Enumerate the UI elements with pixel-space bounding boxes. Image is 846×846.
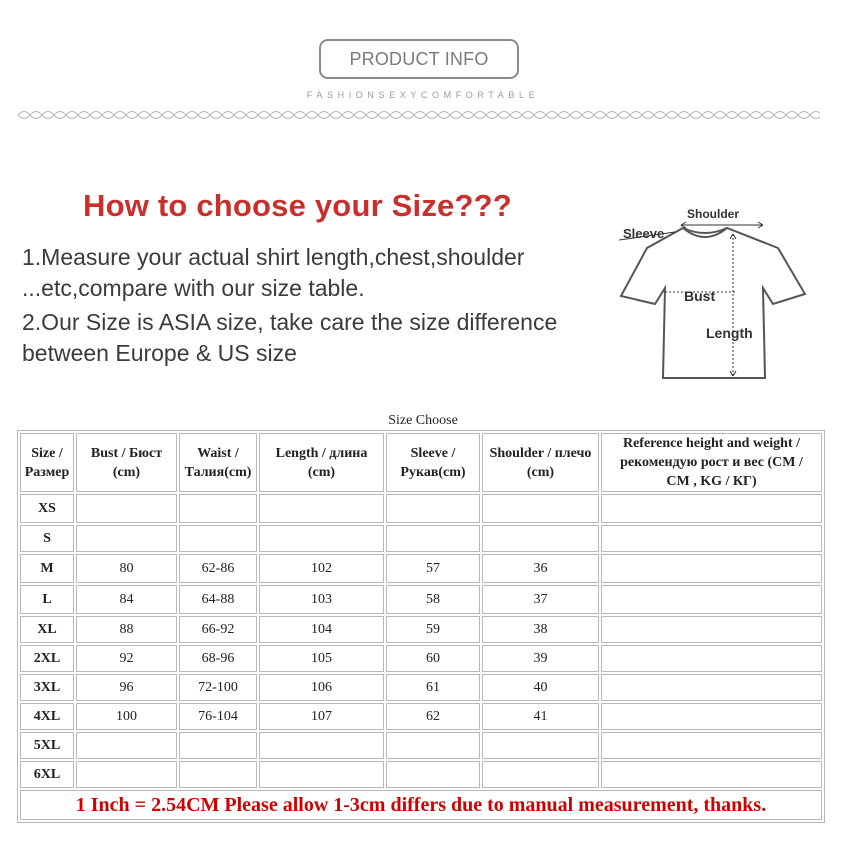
size-table-caption: Size Choose — [388, 413, 458, 428]
waist-cell: 68-96 — [179, 645, 257, 672]
instruction-line-4: between Europe & US size — [22, 340, 297, 366]
bust-cell — [76, 494, 177, 523]
size-cell: 6XL — [20, 761, 74, 788]
sleeve-cell: 62 — [386, 703, 480, 730]
shoulder-cell — [482, 525, 599, 552]
shirt-measure-diagram — [613, 204, 813, 382]
table-row — [20, 732, 822, 759]
product-info-badge: PRODUCT INFO — [319, 39, 519, 79]
reference-cell — [601, 732, 822, 759]
reference-cell — [601, 494, 822, 523]
length-cell: 106 — [259, 674, 384, 701]
table-row — [20, 616, 822, 643]
shoulder-cell — [482, 732, 599, 759]
instruction-line-3: 2.Our Size is ASIA size, take care the size difference — [22, 309, 558, 335]
size-cell: M — [20, 554, 74, 583]
header-shoulder: Shoulder / плечо (cm) — [482, 433, 599, 492]
bust-label: Bust — [684, 288, 716, 304]
bust-cell — [76, 761, 177, 788]
reference-cell — [601, 585, 822, 614]
waist-cell — [179, 732, 257, 759]
bust-cell: 88 — [76, 616, 177, 643]
sleeve-label: Sleeve — [623, 226, 665, 241]
waist-cell: 62-86 — [179, 554, 257, 583]
header-reference: Reference height and weight / рекомендую рост и вес (CM / CM , KG / КГ) — [601, 433, 822, 492]
sleeve-cell: 61 — [386, 674, 480, 701]
instruction-line-2: ...etc,compare with our size table. — [22, 275, 365, 301]
shoulder-cell: 37 — [482, 585, 599, 614]
shoulder-cell: 39 — [482, 645, 599, 672]
shoulder-cell: 40 — [482, 674, 599, 701]
size-cell: XS — [20, 494, 74, 523]
header-length: Length / длина (cm) — [259, 433, 384, 492]
header-bust: Bust / Бюст (cm) — [76, 433, 177, 492]
size-cell: 3XL — [20, 674, 74, 701]
header-size: Size / Размер — [20, 433, 74, 492]
length-cell: 102 — [259, 554, 384, 583]
length-cell: 107 — [259, 703, 384, 730]
sleeve-cell — [386, 525, 480, 552]
length-cell — [259, 494, 384, 523]
shoulder-cell: 38 — [482, 616, 599, 643]
instruction-line-1: 1.Measure your actual shirt length,chest,shoulder — [22, 244, 525, 270]
waist-cell: 76-104 — [179, 703, 257, 730]
waist-cell: 64-88 — [179, 585, 257, 614]
table-row — [20, 554, 822, 583]
reference-cell — [601, 616, 822, 643]
bust-cell: 96 — [76, 674, 177, 701]
length-cell: 105 — [259, 645, 384, 672]
size-guide-title: How to choose your Size??? — [83, 188, 512, 223]
length-cell: 103 — [259, 585, 384, 614]
reference-cell — [601, 674, 822, 701]
size-table — [17, 430, 825, 823]
shoulder-cell — [482, 761, 599, 788]
bust-cell — [76, 732, 177, 759]
sleeve-cell — [386, 761, 480, 788]
bust-cell: 80 — [76, 554, 177, 583]
reference-cell — [601, 525, 822, 552]
header-sleeve: Sleeve / Рукав(cm) — [386, 433, 480, 492]
sleeve-cell: 58 — [386, 585, 480, 614]
waist-cell — [179, 494, 257, 523]
bust-cell: 100 — [76, 703, 177, 730]
sleeve-cell — [386, 494, 480, 523]
bust-cell — [76, 525, 177, 552]
sleeve-cell: 60 — [386, 645, 480, 672]
sleeve-cell — [386, 732, 480, 759]
shoulder-label: Shoulder — [687, 207, 740, 221]
size-cell: 2XL — [20, 645, 74, 672]
waist-cell: 66-92 — [179, 616, 257, 643]
bust-cell: 84 — [76, 585, 177, 614]
length-cell — [259, 732, 384, 759]
wave-divider — [18, 108, 820, 122]
table-row — [20, 645, 822, 672]
size-cell: XL — [20, 616, 74, 643]
header-waist: Waist / Талия(cm) — [179, 433, 257, 492]
waist-cell — [179, 761, 257, 788]
length-cell: 104 — [259, 616, 384, 643]
reference-cell — [601, 761, 822, 788]
shoulder-cell: 41 — [482, 703, 599, 730]
bust-cell: 92 — [76, 645, 177, 672]
table-row — [20, 703, 822, 730]
size-cell: S — [20, 525, 74, 552]
brand-tagline: FASHIONSEXYCOMFORTABLE — [306, 90, 540, 100]
table-row — [20, 761, 822, 788]
sleeve-cell: 57 — [386, 554, 480, 583]
size-cell: L — [20, 585, 74, 614]
table-row — [20, 585, 822, 614]
table-header-row — [20, 433, 822, 492]
reference-cell — [601, 554, 822, 583]
size-cell: 4XL — [20, 703, 74, 730]
size-cell: 5XL — [20, 732, 74, 759]
reference-cell — [601, 645, 822, 672]
table-row — [20, 674, 822, 701]
table-row — [20, 525, 822, 552]
length-cell — [259, 761, 384, 788]
table-note-row — [20, 790, 822, 820]
table-row — [20, 494, 822, 523]
length-label: Length — [706, 325, 753, 341]
shoulder-cell: 36 — [482, 554, 599, 583]
sleeve-cell: 59 — [386, 616, 480, 643]
measurement-note: 1 Inch = 2.54CM Please allow 1-3cm differs due to manual measurement, thanks. — [20, 790, 822, 820]
waist-cell — [179, 525, 257, 552]
reference-cell — [601, 703, 822, 730]
shoulder-cell — [482, 494, 599, 523]
length-cell — [259, 525, 384, 552]
waist-cell: 72-100 — [179, 674, 257, 701]
